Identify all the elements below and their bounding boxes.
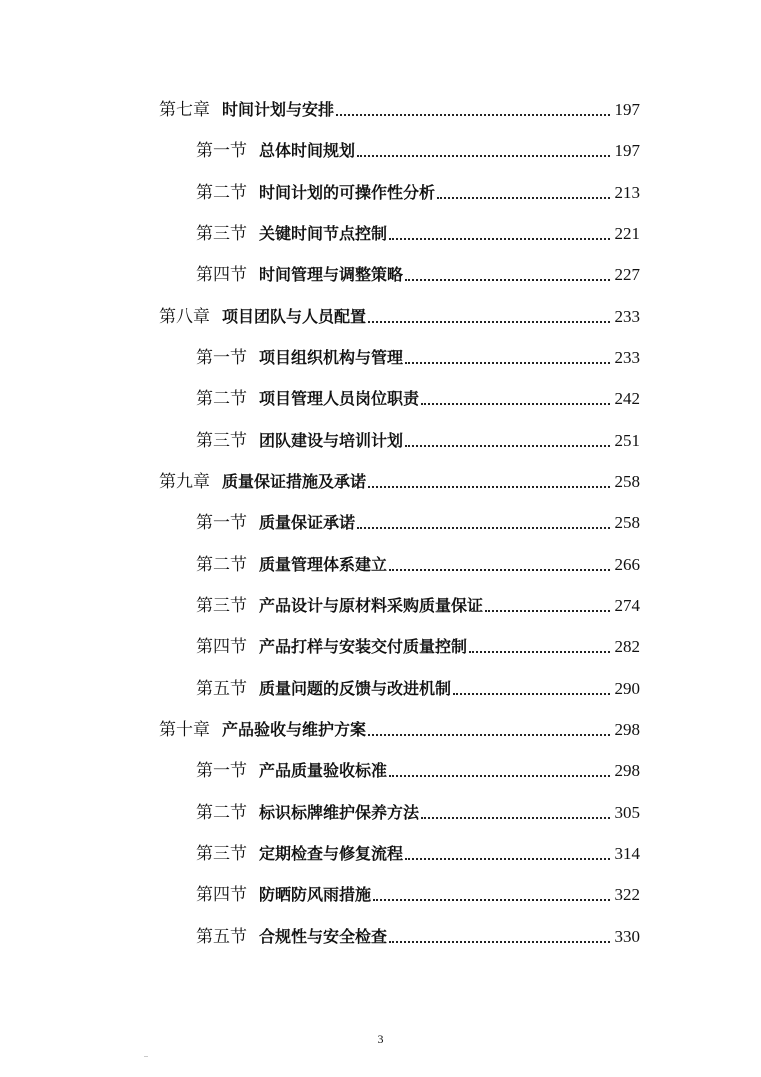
dot-leader [373,899,610,901]
toc-page: 213 [614,183,640,202]
toc-title: 产品打样与安装交付质量控制 [259,637,468,656]
toc-prefix: 第一节 [196,141,247,161]
dot-leader [405,279,610,281]
toc-prefix: 第七章 [159,100,210,120]
toc-entry[interactable] [0,422,761,452]
toc-prefix: 第二节 [196,389,247,409]
toc-title: 质量问题的反馈与改进机制 [259,679,452,698]
toc-entry[interactable] [0,752,761,782]
toc-prefix: 第三节 [196,224,247,244]
footer-mark: .. [144,1050,148,1059]
dot-leader [405,858,610,860]
toc-page: 298 [614,761,640,780]
toc-entry[interactable] [0,174,761,204]
toc-prefix: 第三节 [196,596,247,616]
toc-entry[interactable] [0,628,761,658]
toc-entry[interactable] [0,546,761,576]
page-number: 3 [377,1032,384,1046]
toc-page: 233 [614,307,640,326]
toc-title: 标识标牌维护保养方法 [259,803,420,822]
toc-prefix: 第二节 [196,803,247,823]
toc-page: 314 [614,844,640,863]
toc-entry[interactable] [0,463,761,493]
toc-prefix: 第五节 [196,679,247,699]
toc-page: 258 [614,513,640,532]
toc-entry[interactable] [0,670,761,700]
toc-entry[interactable] [0,256,761,286]
toc-page: 221 [614,224,640,243]
toc-entry[interactable] [0,91,761,121]
toc-prefix: 第十章 [159,720,210,740]
dot-leader [469,651,610,653]
toc-page: 233 [614,348,640,367]
dot-leader [421,403,610,405]
toc-entry[interactable] [0,215,761,245]
toc-title: 时间计划与安排 [222,100,335,119]
dot-leader [405,445,610,447]
toc-prefix: 第一节 [196,761,247,781]
toc-title: 产品设计与原材料采购质量保证 [259,596,484,615]
toc-title: 质量管理体系建立 [259,555,388,574]
toc-page: 298 [614,720,640,739]
dot-leader [453,693,610,695]
dot-leader [389,941,610,943]
toc-title: 质量保证承诺 [259,513,356,532]
toc-title: 产品验收与维护方案 [222,720,367,739]
toc-title: 团队建设与培训计划 [259,431,404,450]
dot-leader [336,114,610,116]
toc-page: 322 [614,885,640,904]
toc-entry[interactable] [0,835,761,865]
toc-page: 305 [614,803,640,822]
toc-prefix: 第二节 [196,555,247,575]
toc-page: 258 [614,472,640,491]
toc-page: 330 [614,927,640,946]
dot-leader [368,734,610,736]
toc-title: 防晒防风雨措施 [259,885,372,904]
dot-leader [357,527,610,529]
toc-page: 242 [614,389,640,408]
toc-prefix: 第一节 [196,348,247,368]
dot-leader [485,610,610,612]
toc-title: 产品质量验收标准 [259,761,388,780]
toc-title: 时间计划的可操作性分析 [259,183,436,202]
toc-prefix: 第三节 [196,431,247,451]
toc-page: 197 [614,141,640,160]
toc-entry[interactable] [0,504,761,534]
dot-leader [389,569,610,571]
toc-title: 项目组织机构与管理 [259,348,404,367]
toc-page: 274 [614,596,640,615]
toc-prefix: 第四节 [196,637,247,657]
dot-leader [368,486,610,488]
dot-leader [389,775,610,777]
dot-leader [421,817,610,819]
toc-title: 项目管理人员岗位职责 [259,389,420,408]
toc-page: 197 [614,100,640,119]
toc-prefix: 第四节 [196,265,247,285]
toc-title: 总体时间规划 [259,141,356,160]
dot-leader [357,155,610,157]
toc-page: 251 [614,431,640,450]
toc-title: 质量保证措施及承诺 [222,472,367,491]
toc-prefix: 第八章 [159,307,210,327]
toc-prefix: 第二节 [196,183,247,203]
toc-entry[interactable] [0,918,761,948]
toc-entry[interactable] [0,794,761,824]
toc-prefix: 第一节 [196,513,247,533]
toc-entry[interactable] [0,339,761,369]
toc-title: 关键时间节点控制 [259,224,388,243]
toc-prefix: 第四节 [196,885,247,905]
toc-title: 项目团队与人员配置 [222,307,367,326]
toc-page: 290 [614,679,640,698]
toc-page: 227 [614,265,640,284]
toc-entry[interactable] [0,380,761,410]
dot-leader [405,362,610,364]
toc-title: 定期检查与修复流程 [259,844,404,863]
toc-entry[interactable] [0,711,761,741]
toc-page: 266 [614,555,640,574]
toc-title: 合规性与安全检查 [259,927,388,946]
toc-prefix: 第九章 [159,472,210,492]
toc-page: 282 [614,637,640,656]
toc-entry[interactable] [0,587,761,617]
dot-leader [389,238,610,240]
toc-prefix: 第三节 [196,844,247,864]
toc-entry[interactable] [0,298,761,328]
toc-prefix: 第五节 [196,927,247,947]
toc-entry[interactable] [0,132,761,162]
dot-leader [368,321,610,323]
dot-leader [437,197,610,199]
toc-entry[interactable] [0,876,761,906]
toc-title: 时间管理与调整策略 [259,265,404,284]
